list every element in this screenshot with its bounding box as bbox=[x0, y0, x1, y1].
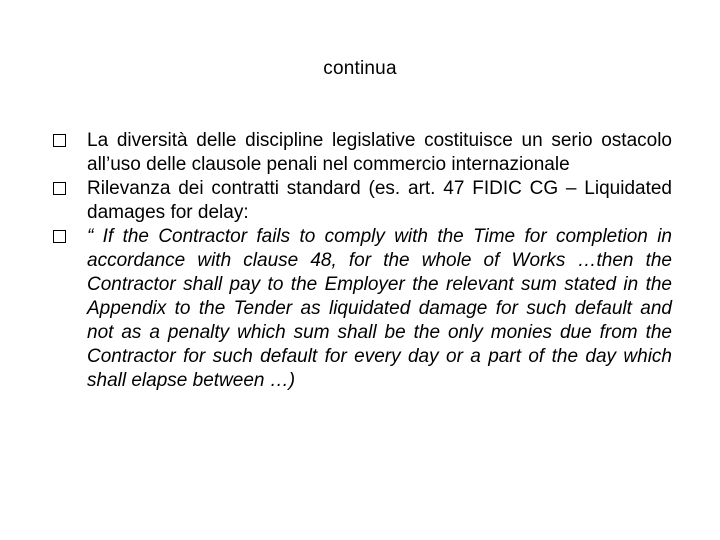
bullet-item bbox=[52, 225, 672, 393]
bullet-text: La diversità delle discipline legislative costituisce un serio ostacolo all’uso delle clausole penali nel commercio internazionale bbox=[87, 130, 672, 175]
bullet-text: Rilevanza dei contratti standard (es. art. 47 FIDIC CG – Liquidated damages for delay: bbox=[87, 178, 672, 223]
square-bullet-icon bbox=[53, 230, 66, 243]
bullet-quote-text: “ If the Contractor fails to comply with the Time for completion in accordance with clause 48, for the whole of Works …then the Contractor shall pay to the Employer the relevant sum stated in the Appendix to the Tender as liquidated damage for such default and not as a penalty which sum shall be the only monies due from the Contractor for such default for every day or a part of the day which shall elapse between …) bbox=[87, 226, 672, 391]
square-bullet-icon bbox=[53, 182, 66, 195]
slide-title: continua bbox=[323, 58, 397, 79]
bullet-item bbox=[52, 177, 672, 225]
bullet-item bbox=[52, 129, 672, 177]
bullet-list bbox=[52, 129, 672, 393]
square-bullet-icon bbox=[53, 134, 66, 147]
